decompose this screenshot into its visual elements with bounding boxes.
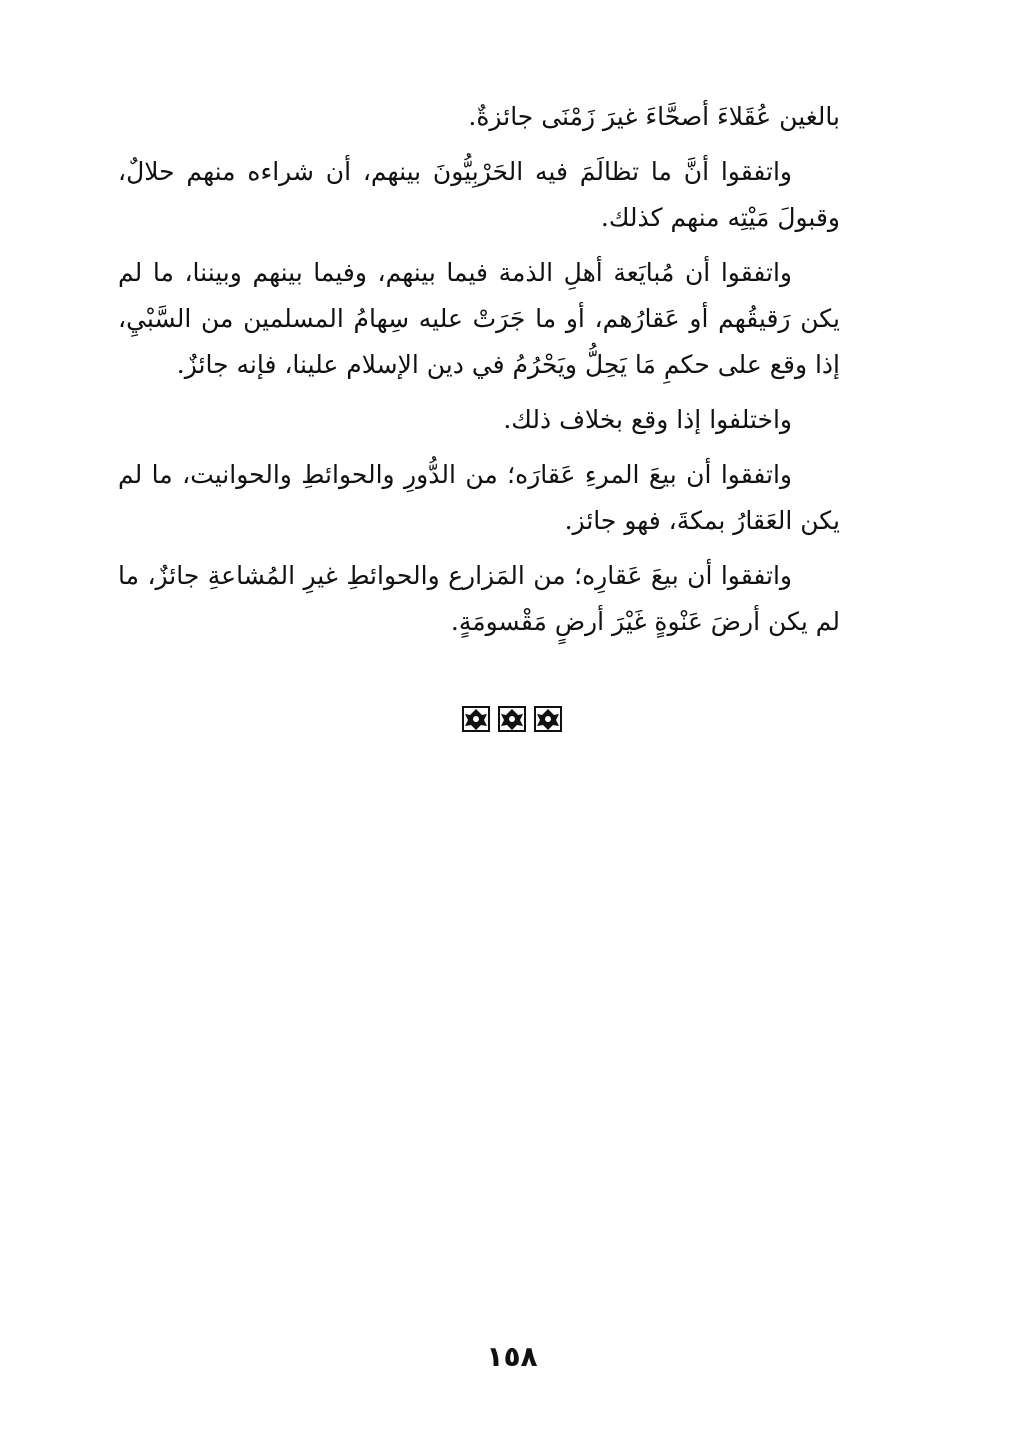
paragraph-3: واتفقوا أن مُبايَعة أهلِ الذمة فيما بينهم، وفيما بينهم وبيننا، ما لم يكن رَقيقُهم أو عَقارُهم، أو ما جَرَتْ عليه سِهامُ المسلمين من السَّبْيِ، إذا وقع على حكمِ مَا يَحِلُّ ويَحْرُمُ في دين الإسلام علينا، فإنه جائزٌ. xyxy=(118,258,840,379)
paragraph-4: واختلفوا إذا وقع بخلاف ذلك. xyxy=(503,405,792,434)
page-number: ١٥٨ xyxy=(486,1340,538,1373)
floral-ornament-icon xyxy=(534,706,562,732)
paragraph-6: واتفقوا أن بيعَ عَقارِه؛ من المَزارع والحوائطِ غيرِ المُشاعةِ جائزٌ، ما لم يكن أرضَ عَنْوةٍ غَيْرَ أرضٍ مَقْسومَةٍ. xyxy=(118,561,840,636)
floral-ornament-icon xyxy=(498,706,526,732)
section-end-ornament xyxy=(0,706,1024,734)
paragraph-2: واتفقوا أنَّ ما تظالَمَ فيه الحَرْبِيُّونَ بينهم، أن شراءه منهم حلالٌ، وقبولَ مَيْتِه منهم كذلك. xyxy=(118,157,840,232)
paragraph-1: بالغين عُقَلاءَ أصحَّاءَ غيرَ زَمْنَى جائزةٌ. xyxy=(468,102,840,131)
body-text xyxy=(118,94,840,654)
paragraph-5: واتفقوا أن بيعَ المرءِ عَقارَه؛ من الدُّورِ والحوائطِ والحوانيت، ما لم يكن العَقارُ بمكةَ، فهو جائز. xyxy=(118,460,840,535)
floral-ornament-icon xyxy=(462,706,490,732)
